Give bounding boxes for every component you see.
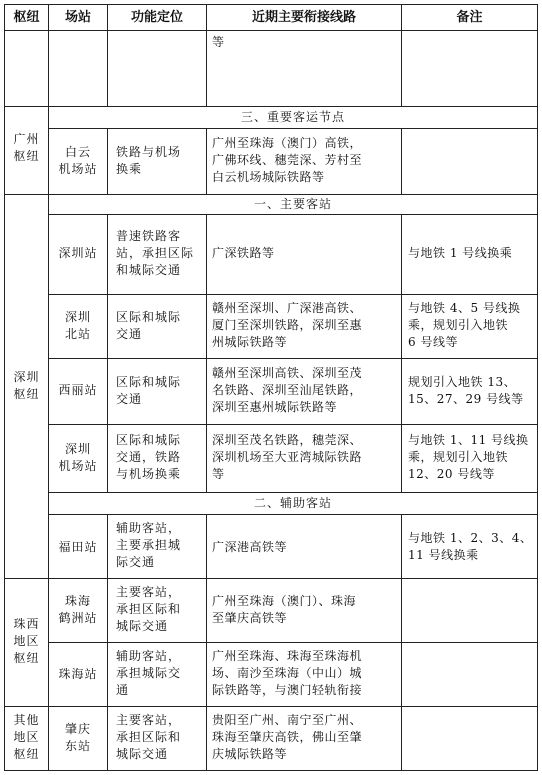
station-shenzhen-north: 深圳 北站	[64, 310, 91, 341]
row-divider	[48, 214, 538, 215]
station-zhuhai: 珠海站	[58, 667, 98, 681]
section-important-nodes: 三、重要客运节点	[240, 110, 345, 124]
col-divider	[206, 514, 207, 578]
section-auxiliary-stations: 二、辅助客站	[253, 496, 332, 510]
routes-xili: 赣州至深圳高铁、深圳至茂 名铁路、深圳至汕尾铁路， 深圳至惠州城际铁路等	[212, 366, 363, 414]
station-futian: 福田站	[58, 540, 98, 554]
routes-baiyun-airport: 广州至珠海（澳门）高铁， 广佛环线、穗莞深、芳村至 白云机场城际铁路等	[212, 136, 363, 184]
routes-zhuhai-hezhou: 广州至珠海（澳门）、珠海 至肇庆高铁等	[212, 594, 357, 625]
routes-futian: 广深港高铁等	[212, 540, 288, 554]
function-futian: 辅助客站， 主要承担城 际交通	[116, 521, 182, 569]
notes-shenzhen: 与地铁 1 号线换乘	[408, 246, 513, 260]
col-divider	[401, 706, 402, 770]
table-border-right	[537, 4, 538, 771]
routes-shenzhen: 广深铁路等	[212, 246, 275, 260]
col-divider	[206, 706, 207, 770]
row-divider	[48, 294, 538, 295]
notes-shenzhen-north: 与地铁 4、5 号线换 乘，规划引入地铁 6 号线等	[408, 301, 521, 349]
header-notes: 备注	[456, 10, 483, 25]
row-divider	[4, 706, 538, 707]
function-xili: 区际和城际 交通	[116, 375, 182, 406]
header-station: 场站	[64, 10, 91, 25]
routes-zhaoqing-east: 贵阳至广州、南宁至广州、 珠海至肇庆高铁，佛山至肇 庆城际铁路等	[212, 713, 363, 761]
row-divider	[4, 194, 538, 195]
table-border-bottom	[4, 770, 538, 771]
hub-zhuxi: 珠西 地区 枢纽	[13, 617, 40, 665]
row-divider	[4, 106, 538, 107]
station-zhaoqing-east: 肇庆 东站	[64, 722, 91, 753]
section-main-stations: 一、主要客站	[253, 197, 332, 211]
table-border-top	[4, 4, 538, 5]
notes-xili: 规划引入地铁 13、 15、27、29 号线等	[408, 375, 524, 406]
col-divider	[401, 514, 402, 578]
function-zhuhai: 辅助客站， 承担城际交 通	[116, 649, 182, 697]
routes-zhuhai: 广州至珠海、珠海至珠海机 场、南沙至珠海（中山）城 际铁路等，与澳门轻轨衔接	[212, 649, 363, 697]
col-divider	[206, 128, 207, 194]
row-divider	[48, 128, 538, 129]
hub-other: 其他 地区 枢纽	[13, 713, 40, 761]
row-divider	[48, 492, 538, 493]
data-table	[4, 4, 538, 771]
function-shenzhen-north: 区际和城际 交通	[116, 310, 182, 341]
row-divider	[48, 424, 538, 425]
function-shenzhen-airport: 区际和城际 交通，铁路 与机场换乘	[116, 433, 182, 481]
routes-shenzhen-airport: 深圳至茂名铁路，穗莞深、 深圳机场至大亚湾城际铁路 等	[212, 433, 363, 481]
station-xili: 西丽站	[58, 383, 98, 397]
col-divider	[107, 514, 108, 578]
col-divider	[107, 214, 108, 492]
header-routes: 近期主要衔接线路	[251, 10, 356, 25]
col-divider	[401, 214, 402, 492]
hub-shenzhen: 深圳 枢纽	[13, 370, 40, 401]
row-divider	[48, 358, 538, 359]
continuation-routes: 等	[212, 35, 225, 49]
row-divider	[48, 514, 538, 515]
row-divider	[48, 642, 538, 643]
notes-futian: 与地铁 1、2、3、4、 11 号线换乘	[408, 531, 533, 562]
col-divider	[401, 128, 402, 194]
station-zhuhai-hezhou: 珠海 鹤洲站	[58, 594, 98, 625]
station-baiyun-airport: 白云 机场站	[58, 145, 98, 176]
routes-shenzhen-north: 赣州至深圳、广深港高铁、 厦门至深圳铁路，深圳至惠 州城际铁路等	[212, 301, 363, 349]
header-divider	[4, 30, 538, 31]
notes-shenzhen-airport: 与地铁 1、11 号线换 乘，规划引入地铁 12、20 号线等	[408, 433, 529, 481]
function-baiyun-airport: 铁路与机场 换乘	[116, 145, 182, 176]
row-divider	[4, 578, 538, 579]
col-divider	[107, 706, 108, 770]
col-divider	[107, 128, 108, 194]
col-divider	[206, 214, 207, 492]
function-zhuhai-hezhou: 主要客站， 承担区际和 城际交通	[116, 585, 182, 633]
header-function: 功能定位	[130, 10, 183, 25]
station-shenzhen: 深圳站	[58, 246, 98, 260]
function-shenzhen: 普速铁路客 站，承担区际 和城际交通	[116, 229, 195, 277]
station-shenzhen-airport: 深圳 机场站	[58, 442, 98, 473]
hub-guangzhou: 广州 枢纽	[13, 132, 40, 163]
function-zhaoqing-east: 主要客站， 承担区际和 城际交通	[116, 713, 182, 761]
header-hub: 枢纽	[13, 10, 40, 25]
